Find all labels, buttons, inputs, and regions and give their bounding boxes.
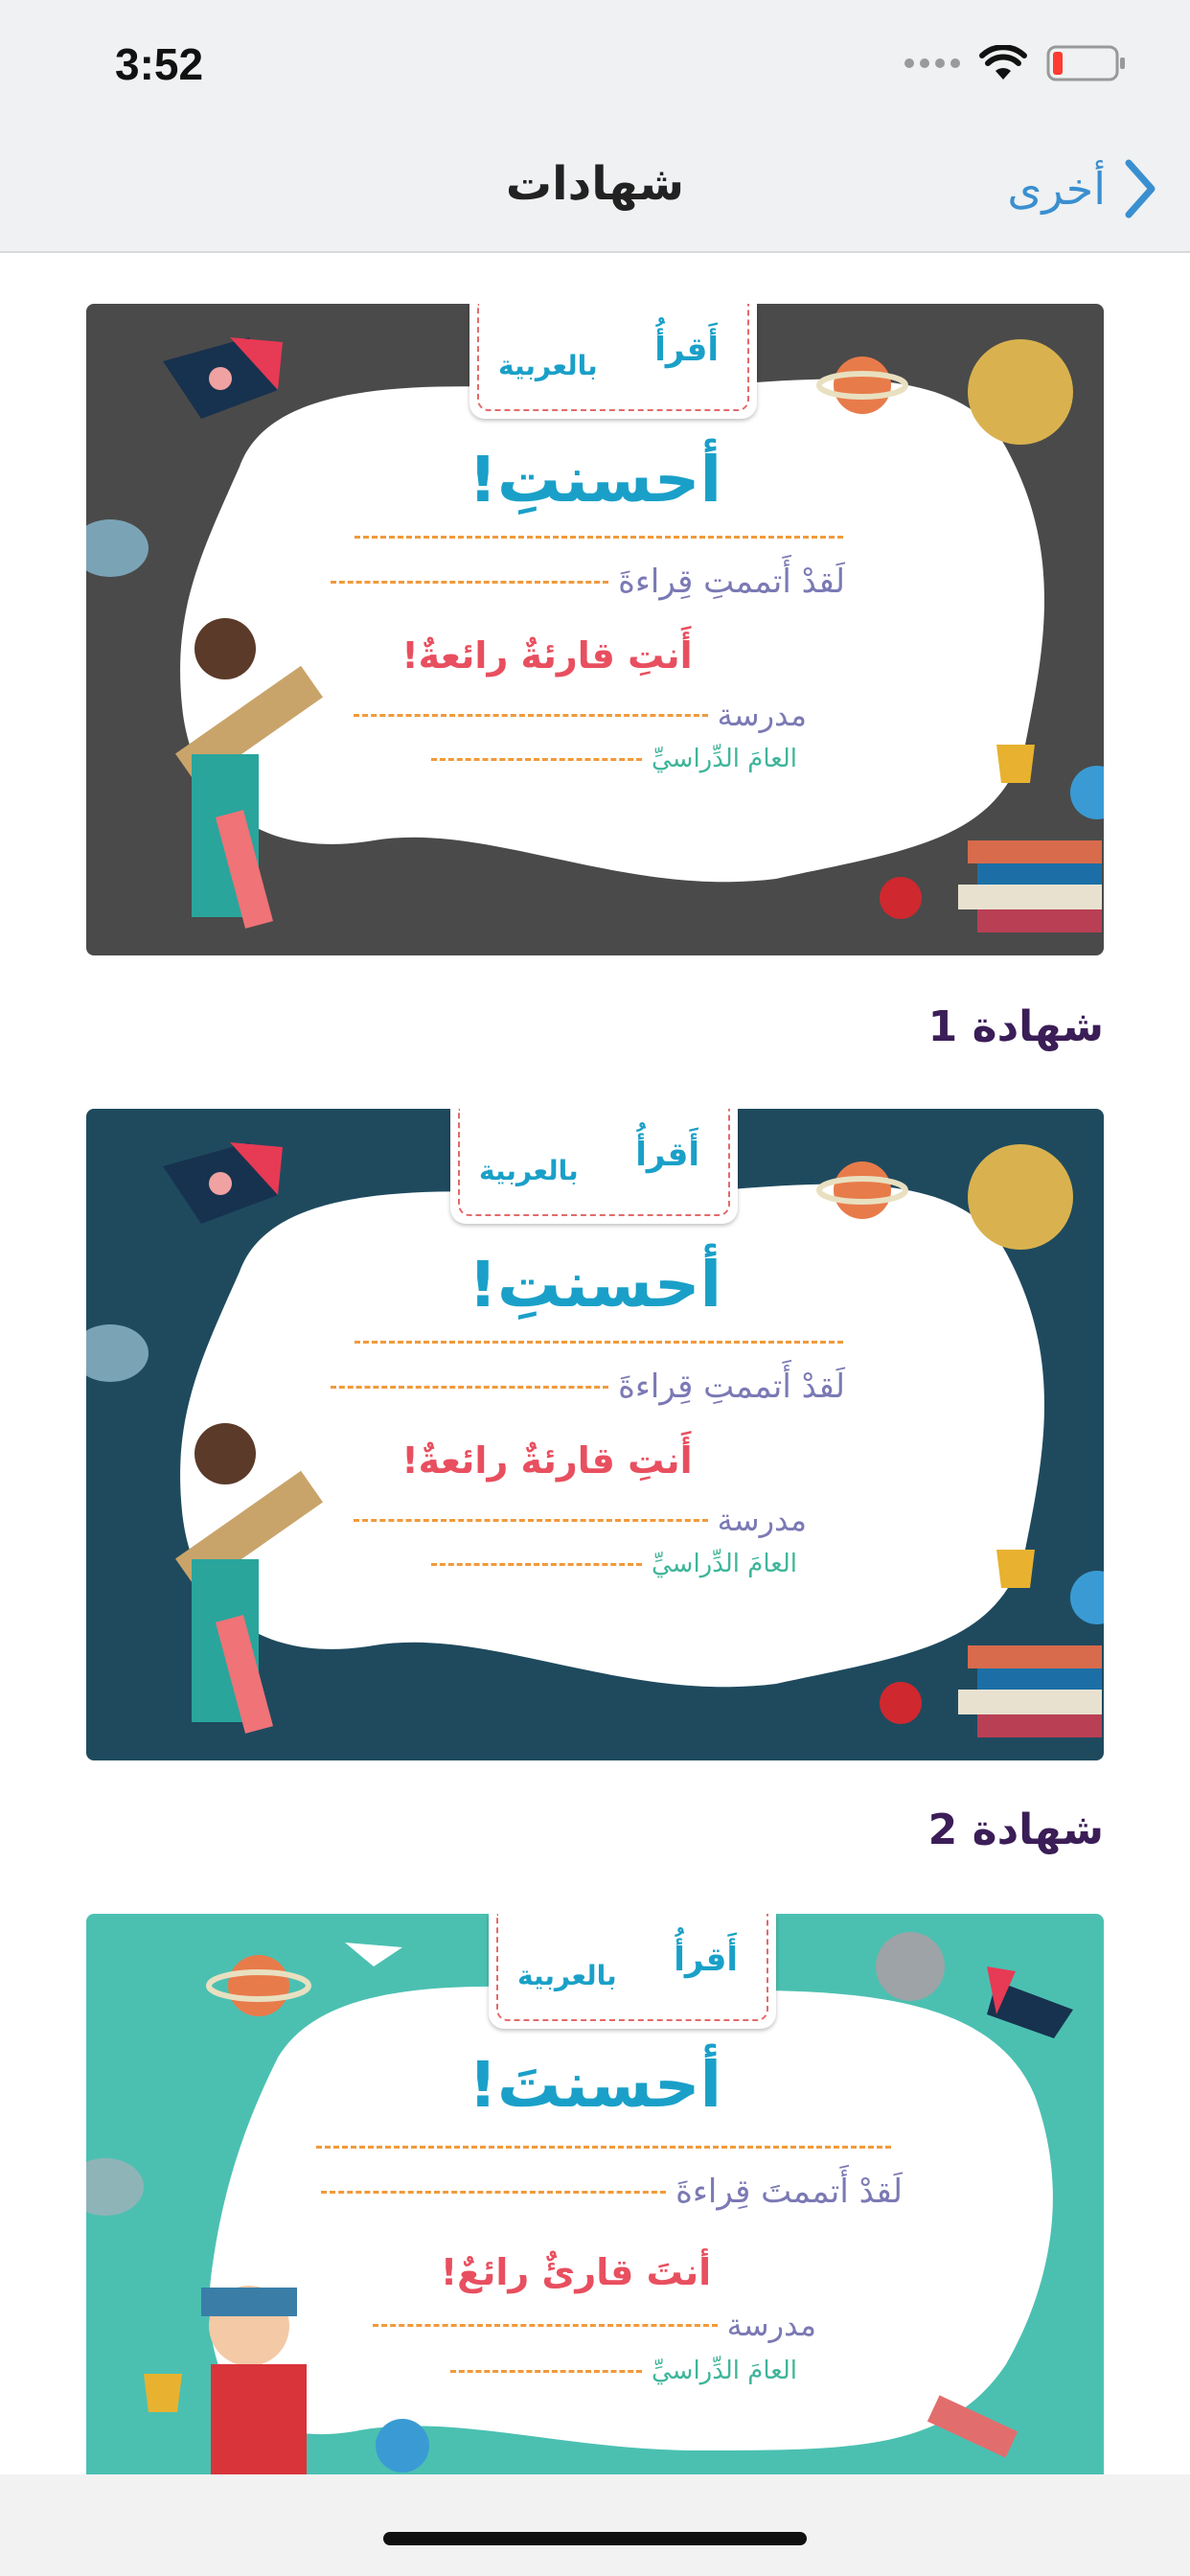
name-line: [355, 536, 843, 539]
school-row: مدرسة: [354, 1502, 807, 1538]
status-bar: [0, 0, 1190, 134]
page-title: شهادات: [505, 157, 685, 211]
logo: أَقرأُ بالعربية: [450, 1109, 738, 1224]
school-row: مدرسة: [354, 697, 807, 733]
wifi-icon: [979, 45, 1027, 81]
navigation-bar: [0, 134, 1190, 253]
certificate-star-text: أَنتِ قارئةٌ رائعةٌ!: [401, 634, 693, 677]
certificate-heading: أحسنتِ!: [468, 443, 722, 517]
certificate-card-3[interactable]: [86, 1914, 1104, 2474]
certificate-card-2[interactable]: [86, 1109, 1104, 1760]
certificate-star-text: أنتَ قارئٌ رائعٌ!: [440, 2251, 712, 2293]
certificate-caption-2[interactable]: شهادة 2: [927, 1806, 1104, 1854]
logo: أَقرأُ بالعربية: [489, 1914, 776, 2029]
status-icons: [904, 42, 1127, 84]
signal-icon: [904, 58, 960, 68]
school-row: مدرسة: [373, 2307, 816, 2343]
certificate-heading: أحسنتَ!: [468, 2048, 722, 2122]
year-row: العامَ الدِّراسيِّ: [431, 1550, 797, 1578]
home-indicator[interactable]: [383, 2532, 807, 2545]
certificate-caption-1[interactable]: شهادة 1: [927, 1002, 1104, 1051]
back-button-label: أخرى: [1007, 163, 1106, 215]
name-line: [316, 2146, 891, 2149]
chevron-left-icon: [1125, 159, 1156, 218]
read-row: لَقدْ أَتممتِ قِراءةَ: [331, 1368, 845, 1406]
home-indicator-area: [0, 2474, 1190, 2576]
battery-icon: [1046, 44, 1127, 82]
certificate-card-1[interactable]: [86, 304, 1104, 955]
logo: أَقرأُ بالعربية: [469, 304, 757, 419]
status-time: 3:52: [115, 39, 204, 89]
read-row: لَقدْ أَتممتِ قِراءةَ: [331, 563, 845, 601]
name-line: [355, 1341, 843, 1344]
certificate-heading: أحسنتِ!: [468, 1248, 722, 1322]
back-button[interactable]: [1007, 159, 1156, 218]
year-row: العامَ الدِّراسيِّ: [450, 2357, 797, 2385]
year-row: العامَ الدِّراسيِّ: [431, 745, 797, 773]
read-row: لَقدْ أَتممتَ قِراءةَ: [321, 2173, 903, 2211]
certificate-star-text: أَنتِ قارئةٌ رائعةٌ!: [401, 1439, 693, 1482]
certificates-list[interactable]: [0, 255, 1190, 2474]
